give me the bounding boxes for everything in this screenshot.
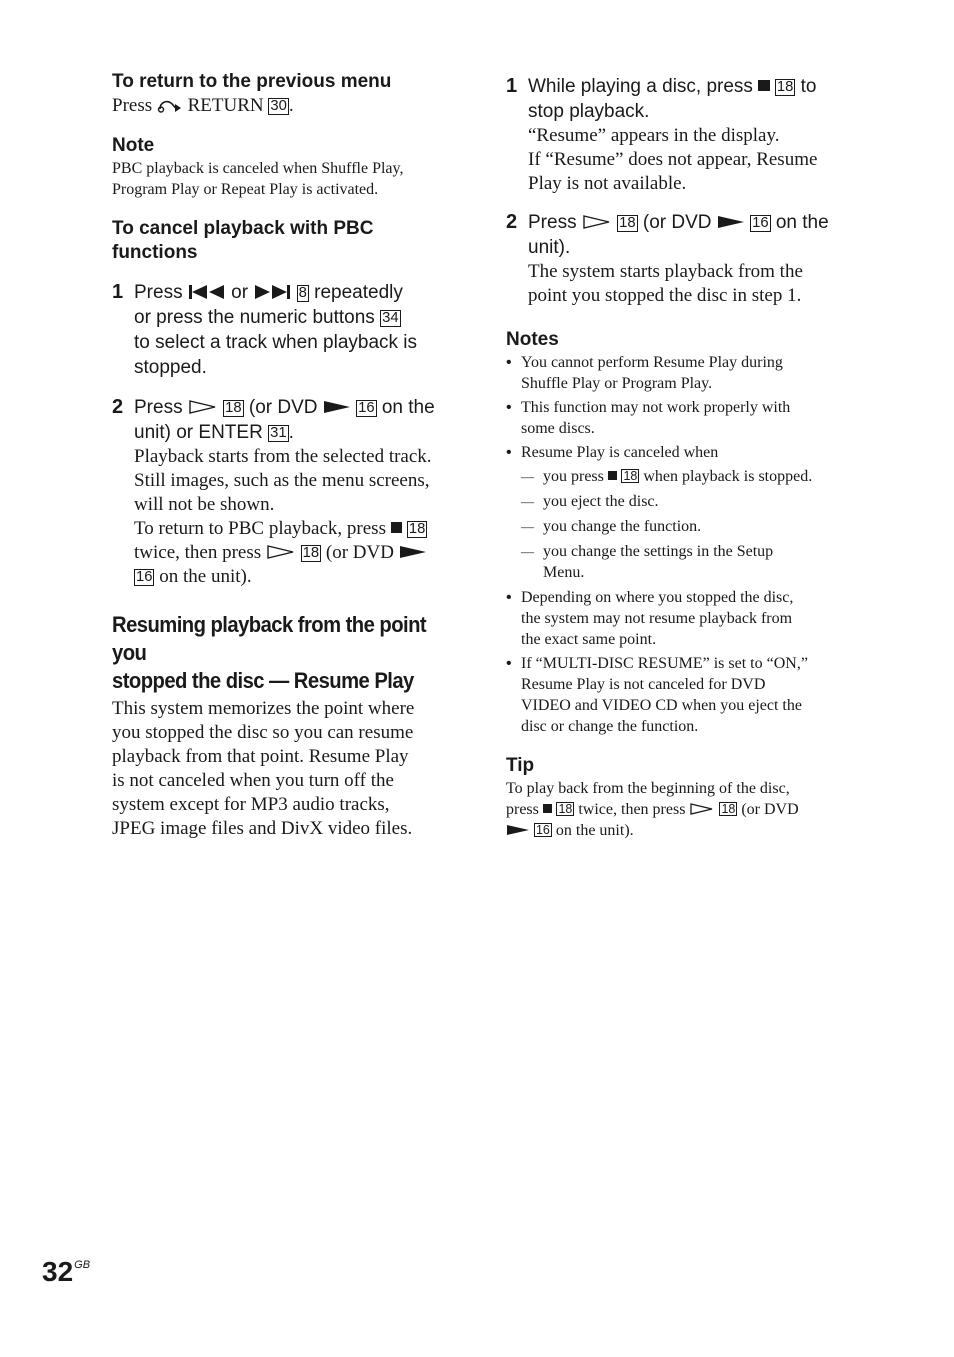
key-ref: 18: [776, 79, 794, 95]
tip-text: To play back from the beginning of the disc, press 18 twice, then press 18 (or DVD 16 on the unit).: [506, 780, 799, 839]
resume-section: [112, 611, 464, 841]
play-outline-icon: [188, 397, 218, 418]
dvd-play-icon: [506, 822, 530, 839]
return-label: RETURN: [187, 95, 264, 116]
play-outline-icon: [266, 542, 296, 563]
sub-list-item: — you press 18 when playback is stopped.: [506, 466, 856, 487]
sub-list-item: — you change the function.: [506, 516, 856, 537]
note-text-1: PBC playback is canceled when Shuffle Play,: [112, 160, 404, 177]
next-track-icon: [253, 282, 291, 303]
prev-menu-heading: To return to the previous menu: [112, 71, 392, 92]
key-ref: 18: [721, 802, 736, 816]
cancel-pbc-step-2-desc: Playback starts from the selected track. Still images, such as the menu screens, will not be shown. To return to PBC playback, press 18 twice, then press 18 (or DVD 16 on the unit).: [134, 446, 432, 587]
play-outline-icon: [689, 801, 715, 818]
key-ref: 18: [302, 545, 320, 561]
dvd-play-icon: [717, 212, 745, 233]
resume-body: This system memorizes the point where you stopped the disc so you can resume playback from that point. Resume Play is not canceled when you turn off the system except for MP3 audio tracks, JPEG image files and DivX video files.: [112, 698, 415, 839]
resume-step-1: 1 While playing a disc, press 18 to stop playback. “Resume” appears in the display. If “Resume” does not appear, Resume Play is not available.: [506, 74, 856, 196]
key-ref: 18: [558, 802, 573, 816]
key-ref: 34: [382, 310, 399, 326]
key-ref: 18: [623, 469, 638, 483]
cancel-pbc-step-2: 2 Press 18 (or DVD 16 on the unit) or ENTER 31 . Playback starts from the selected track. Still images, such as the menu screens, will not be shown. To return to PBC playback, press 18 twice, then press 18 (or DVD 16 on the unit).: [112, 395, 464, 589]
stop-icon: [391, 522, 402, 533]
return-key-ref: 30: [270, 98, 287, 114]
key-ref: 18: [619, 215, 636, 231]
step-number: 2: [112, 396, 124, 418]
note-section: [112, 134, 464, 200]
notes-heading: Notes: [506, 329, 559, 350]
key-ref: 31: [270, 425, 287, 441]
cancel-pbc-heading-2: functions: [112, 242, 198, 263]
previous-track-icon: [188, 282, 226, 303]
prev-menu-section: To return to the previous menu Press RETURN 30 .: [112, 70, 464, 118]
resume-step-2-desc: The system starts playback from the point you stopped the disc in step 1.: [528, 261, 803, 306]
return-arrow-icon: [157, 95, 183, 116]
stop-icon: [543, 804, 553, 814]
list-item: • Depending on where you stopped the disc, the system may not resume playback from the exact same point.: [506, 587, 856, 650]
list-item: • If “MULTI-DISC RESUME” is set to “ON,” Resume Play is not canceled for DVD VIDEO and VIDEO CD when you eject the disc or change the function.: [506, 653, 856, 737]
region-code: GB: [74, 1259, 91, 1271]
play-outline-icon: [582, 212, 612, 233]
stop-icon: [758, 80, 769, 91]
sub-list-item: — you eject the disc.: [506, 491, 856, 512]
step-number: 1: [112, 281, 124, 303]
dvd-play-icon: [399, 542, 427, 563]
notes-list: [506, 352, 856, 737]
note-heading: Note: [112, 135, 155, 156]
resume-title-1: Resuming playback from the point you: [112, 612, 427, 665]
step-number: 2: [506, 211, 518, 233]
key-ref: 16: [752, 215, 769, 231]
notes-section: [506, 328, 856, 737]
tip-section: [506, 754, 856, 841]
step-number: 1: [506, 75, 518, 97]
key-ref: 16: [536, 823, 550, 837]
page-number: $32^{GB}$: [42, 1256, 91, 1287]
cancel-pbc-step-1: 1 Press or 8 repeatedly or press the numeric buttons 34 to select a track when playback is stopped.: [112, 281, 418, 378]
cancel-pbc-heading-1: To cancel playback with PBC: [112, 218, 374, 239]
left-column: [112, 70, 464, 841]
resume-title-2: stopped the disc — Resume Play: [112, 668, 414, 693]
list-item: • You cannot perform Resume Play during Shuffle Play or Program Play.: [506, 352, 856, 394]
list-item: • Resume Play is canceled when: [506, 442, 856, 463]
resume-step-2: 2 Press 18 (or DVD 16 on the unit). The system starts playback from the point you stopped the disc in step 1.: [506, 210, 856, 308]
dvd-play-icon: [323, 397, 351, 418]
stop-icon: [608, 471, 618, 481]
prev-menu-press: Press: [112, 95, 153, 116]
cancel-pbc-section: [112, 217, 464, 589]
key-ref: 16: [136, 569, 153, 585]
key-ref: 8: [298, 285, 307, 301]
sub-list-item: — you change the settings in the Setup Menu.: [506, 541, 856, 583]
key-ref: 18: [225, 400, 242, 416]
key-ref: 18: [408, 521, 426, 537]
tip-heading: Tip: [506, 755, 535, 776]
note-text-2: Program Play or Repeat Play is activated.: [112, 181, 379, 198]
list-item: • This function may not work properly with some discs.: [506, 397, 856, 439]
right-column: [506, 74, 856, 841]
resume-step-1-desc: “Resume” appears in the display. If “Resume” does not appear, Resume Play is not available.: [528, 125, 818, 194]
key-ref: 16: [358, 400, 375, 416]
